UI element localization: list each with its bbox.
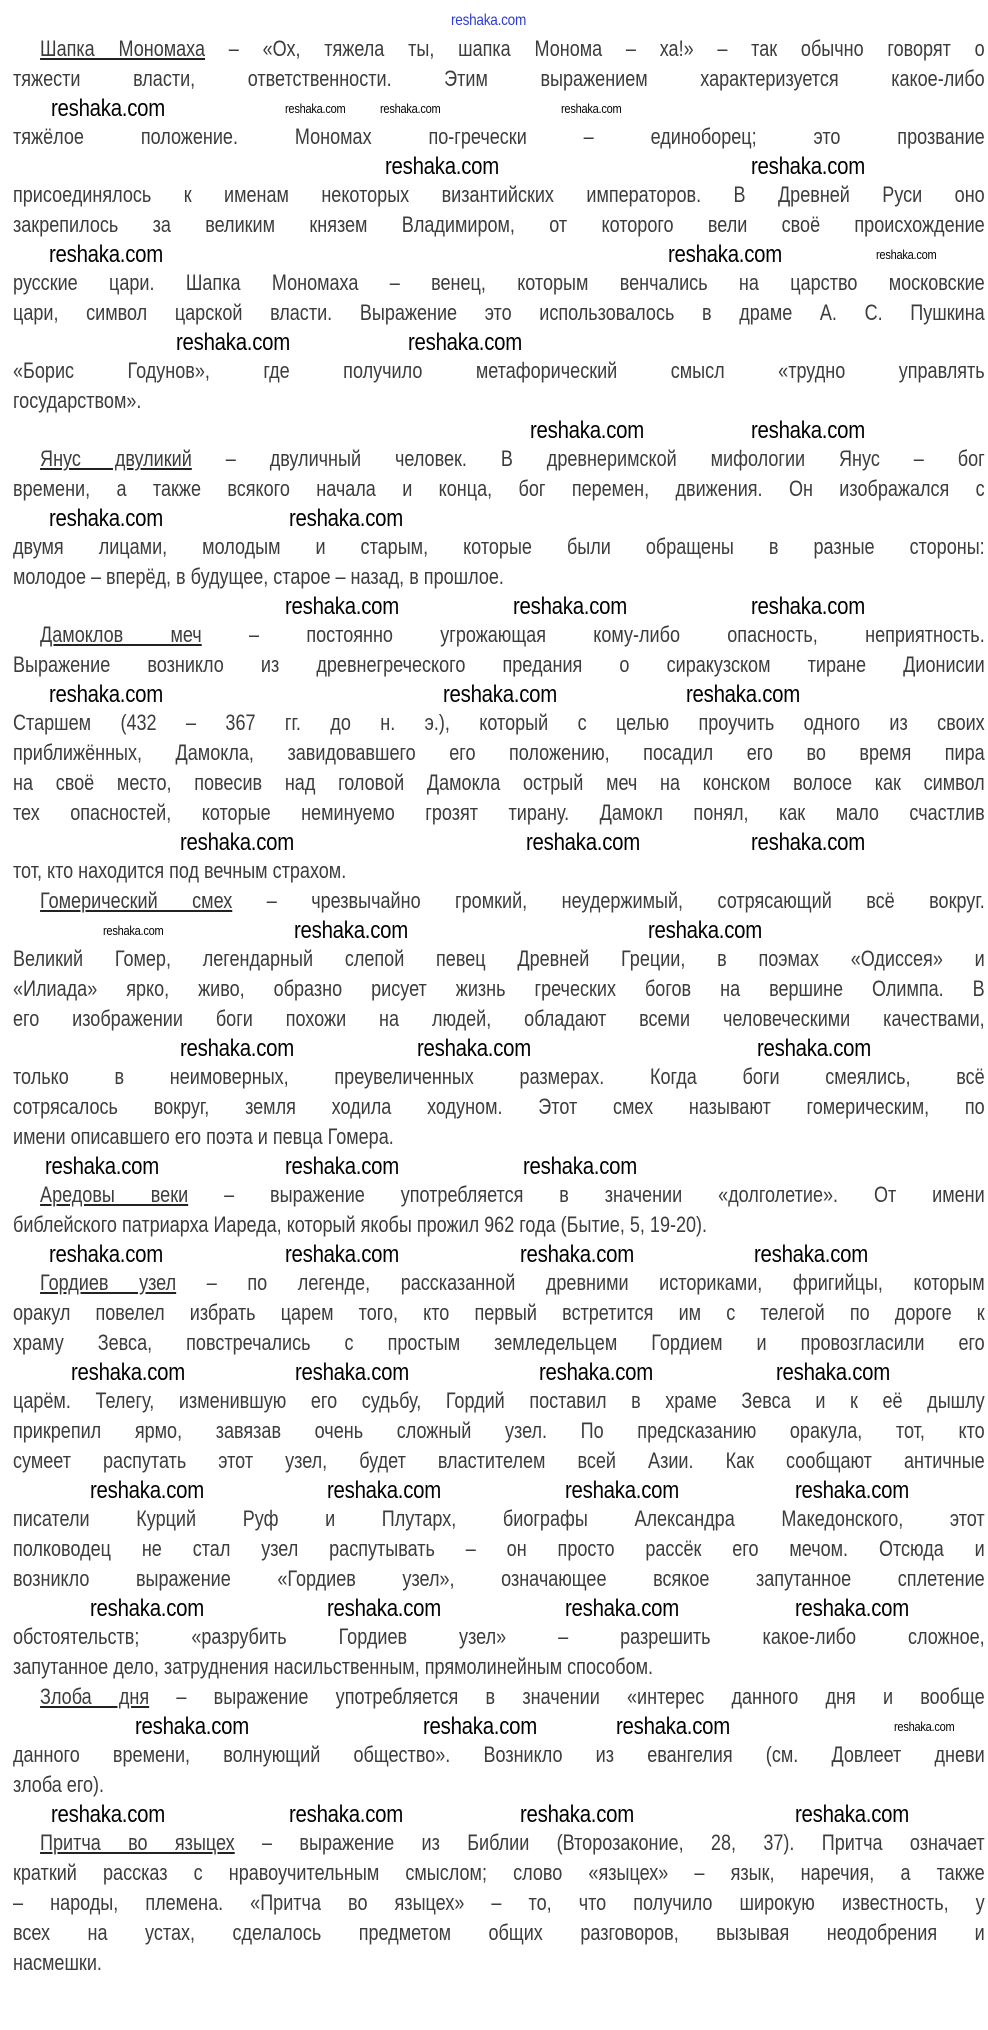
line-text: только в неимоверных, преувеличенных размерах. Когда боги смеялись, всё xyxy=(13,1064,985,1089)
watermark: reshaka.com xyxy=(520,1801,634,1828)
line-text: присоединялось к именам некоторых византийских императоров. В Древней Руси оно xyxy=(13,182,985,207)
watermark: reshaka.com xyxy=(751,153,865,180)
line-text: закрепилось за великим князем Владимиром, от которого вели своё происхождение xyxy=(13,212,985,237)
line-text: тех опасностей, которые неминуемо грозят тирану. Дамокл понял, как мало счастлив xyxy=(13,800,985,825)
watermark: reshaka.com xyxy=(668,241,782,268)
watermark: reshaka.com xyxy=(285,101,346,116)
idiom-term: Злоба дня xyxy=(40,1684,150,1709)
watermark: reshaka.com xyxy=(294,917,408,944)
watermark: reshaka.com xyxy=(876,247,937,262)
watermark: reshaka.com xyxy=(135,1713,249,1740)
watermark: reshaka.com xyxy=(757,1035,871,1062)
watermark: reshaka.com xyxy=(49,505,163,532)
line-text: библейского патриарха Иареда, который якобы прожил 962 года (Бытие, 5, 19-20). xyxy=(13,1212,708,1237)
line-text: имени описавшего его поэта и певца Гомера. xyxy=(13,1124,394,1149)
line-text: русские цари. Шапка Мономаха – венец, которым венчались на царство московские xyxy=(13,270,985,295)
line-text: Выражение возникло из древнегреческого предания о сиракузском тиране Дионисии xyxy=(13,652,985,677)
watermark: reshaka.com xyxy=(285,1153,399,1180)
line-text: – «Ох, тяжела ты, шапка Монома – ха!» – так обычно говорят о xyxy=(205,36,985,61)
watermark: reshaka.com xyxy=(417,1035,531,1062)
line-text: писатели Курций Руф и Плутарх, биографы Александра Македонского, этот xyxy=(13,1506,985,1531)
line-text: злоба его). xyxy=(13,1772,105,1797)
line-text: всех на устах, сделалось предметом общих разговоров, вызывая неодобрения и xyxy=(13,1920,985,1945)
line-text: данного времени, волнующий общество». Возникло из евангелия (см. Довлеет дневи xyxy=(13,1742,985,1767)
line-text: Старшем (432 – 367 гг. до н. э.), который с целью проучить одного из своих xyxy=(13,710,985,735)
watermark: reshaka.com xyxy=(526,829,640,856)
watermark: reshaka.com xyxy=(285,1241,399,1268)
line-text: – по легенде, рассказанной древними историками, фригийцы, которым xyxy=(176,1270,985,1295)
line-text: двумя лицами, молодым и старым, которые были обращены в разные стороны: xyxy=(13,534,985,559)
watermark: reshaka.com xyxy=(180,1035,294,1062)
line-text: Великий Гомер, легендарный слепой певец Древней Греции, в поэмах «Одиссея» и xyxy=(13,946,985,971)
watermark: reshaka.com xyxy=(103,923,164,938)
watermark: reshaka.com xyxy=(561,101,622,116)
watermark: reshaka.com xyxy=(285,593,399,620)
idiom-term: Шапка Мономаха xyxy=(40,36,206,61)
watermark: reshaka.com xyxy=(776,1359,890,1386)
watermark: reshaka.com xyxy=(71,1359,185,1386)
idiom-term: Гордиев узел xyxy=(40,1270,177,1295)
line-text: обстоятельств; «разрубить Гордиев узел» – разрешить какое-либо сложное, xyxy=(13,1624,985,1649)
watermark: reshaka.com xyxy=(45,1153,159,1180)
idiom-term: Аредовы веки xyxy=(40,1182,189,1207)
watermark: reshaka.com xyxy=(289,505,403,532)
line-text: – народы, племена. «Притча во языцех» – то, что получило широкую известность, у xyxy=(13,1890,985,1915)
line-text: тот, кто находится под вечным страхом. xyxy=(13,858,347,883)
line-text: – двуличный человек. В древнеримской мифологии Янус – бог xyxy=(191,446,985,471)
line-text: прикрепил ярмо, завязав очень сложный узел. По предсказанию оракула, тот, кто xyxy=(13,1418,985,1443)
line-text: приближённых, Дамокла, завидовавшего его положению, посадил его во время пира xyxy=(13,740,985,765)
line-text: полководец не стал узел распутывать – он просто рассёк его мечом. Отсюда и xyxy=(13,1536,985,1561)
line-text: – выражение употребляется в значении «долголетие». От имени xyxy=(188,1182,985,1207)
line-text: цари, символ царской власти. Выражение это использовалось в драме А. С. Пушкина xyxy=(13,300,985,325)
line-text: храму Зевса, повстречались с простым земледельцем Гордием и провозгласили его xyxy=(13,1330,985,1355)
watermark: reshaka.com xyxy=(295,1359,409,1386)
watermark: reshaka.com xyxy=(539,1359,653,1386)
watermark: reshaka.com xyxy=(289,1801,403,1828)
line-text: «Илиада» ярко, живо, образно рисует жизнь греческих богов на вершине Олимпа. В xyxy=(13,976,985,1001)
line-text: оракул повелел избрать царем того, кто первый встретится им с телегой по дороге к xyxy=(13,1300,985,1325)
watermark: reshaka.com xyxy=(327,1477,441,1504)
watermark: reshaka.com xyxy=(451,12,527,29)
line-text: – чрезвычайно громкий, неудержимый, сотрясающий всё вокруг. xyxy=(232,888,985,913)
line-text: краткий рассказ с нравоучительным смыслом; слово «языцех» – язык, наречия, а также xyxy=(13,1860,985,1885)
watermark: reshaka.com xyxy=(754,1241,868,1268)
watermark: reshaka.com xyxy=(327,1595,441,1622)
watermark: reshaka.com xyxy=(513,593,627,620)
line-text: на своё место, повесив над головой Дамокла острый меч на конском волосе как символ xyxy=(13,770,985,795)
line-text: тяжести власти, ответственности. Этим выражением характеризуется какое-либо xyxy=(13,66,985,91)
watermark: reshaka.com xyxy=(795,1801,909,1828)
watermark: reshaka.com xyxy=(520,1241,634,1268)
watermark: reshaka.com xyxy=(49,681,163,708)
line-text: молодое – вперёд, в будущее, старое – назад, в прошлое. xyxy=(13,564,504,589)
line-text: сумеет распутать этот узел, будет властителем всей Азии. Как сообщают античные xyxy=(13,1448,985,1473)
watermark: reshaka.com xyxy=(423,1713,537,1740)
line-text: – постоянно угрожающая кому-либо опасность, неприятность. xyxy=(201,622,985,647)
watermark: reshaka.com xyxy=(751,417,865,444)
watermark: reshaka.com xyxy=(180,829,294,856)
watermark: reshaka.com xyxy=(648,917,762,944)
line-text: – выражение употребляется в значении «интерес данного дня и вообще xyxy=(149,1684,985,1709)
watermark: reshaka.com xyxy=(565,1477,679,1504)
watermark: reshaka.com xyxy=(49,1241,163,1268)
line-text: запутанное дело, затруднения насильственным, прямолинейным способом. xyxy=(13,1654,654,1679)
idiom-term: Дамоклов меч xyxy=(40,622,202,647)
watermark: reshaka.com xyxy=(51,95,165,122)
watermark: reshaka.com xyxy=(90,1595,204,1622)
watermark: reshaka.com xyxy=(530,417,644,444)
watermark: reshaka.com xyxy=(795,1477,909,1504)
watermark: reshaka.com xyxy=(385,153,499,180)
line-text: – выражение из Библии (Второзаконие, 28, 37). Притча означает xyxy=(234,1830,985,1855)
watermark: reshaka.com xyxy=(751,829,865,856)
watermark: reshaka.com xyxy=(408,329,522,356)
watermark: reshaka.com xyxy=(616,1713,730,1740)
line-text: возникло выражение «Гордиев узел», означающее всякое запутанное сплетение xyxy=(13,1566,985,1591)
watermark: reshaka.com xyxy=(565,1595,679,1622)
watermark: reshaka.com xyxy=(443,681,557,708)
idiom-term: Притча во языцех xyxy=(40,1830,235,1855)
watermark: reshaka.com xyxy=(51,1801,165,1828)
idiom-term: Гомерический смех xyxy=(40,888,233,913)
watermark: reshaka.com xyxy=(894,1719,955,1734)
watermark: reshaka.com xyxy=(176,329,290,356)
line-text: времени, а также всякого начала и конца, бог перемен, движения. Он изображался с xyxy=(13,476,985,501)
watermark: reshaka.com xyxy=(380,101,441,116)
watermark: reshaka.com xyxy=(49,241,163,268)
idiom-term: Янус двуликий xyxy=(40,446,192,471)
watermark: reshaka.com xyxy=(795,1595,909,1622)
watermark: reshaka.com xyxy=(751,593,865,620)
line-text: насмешки. xyxy=(13,1950,102,1975)
line-text: царём. Телегу, изменившую его судьбу, Гордий поставил в храме Зевса и к её дышлу xyxy=(13,1388,985,1413)
line-text: тяжёлое положение. Мономах по-гречески – единоборец; это прозвание xyxy=(13,124,985,149)
watermark: reshaka.com xyxy=(90,1477,204,1504)
line-text: «Борис Годунов», где получило метафорический смысл «трудно управлять xyxy=(13,358,985,383)
watermark: reshaka.com xyxy=(523,1153,637,1180)
line-text: его изображении боги похожи на людей, обладают всеми человеческими качествами, xyxy=(13,1006,985,1031)
watermark: reshaka.com xyxy=(686,681,800,708)
line-text: сотрясалось вокруг, земля ходила ходуном. Этот смех называют гомерическим, по xyxy=(13,1094,985,1119)
line-text: государством». xyxy=(13,388,142,413)
